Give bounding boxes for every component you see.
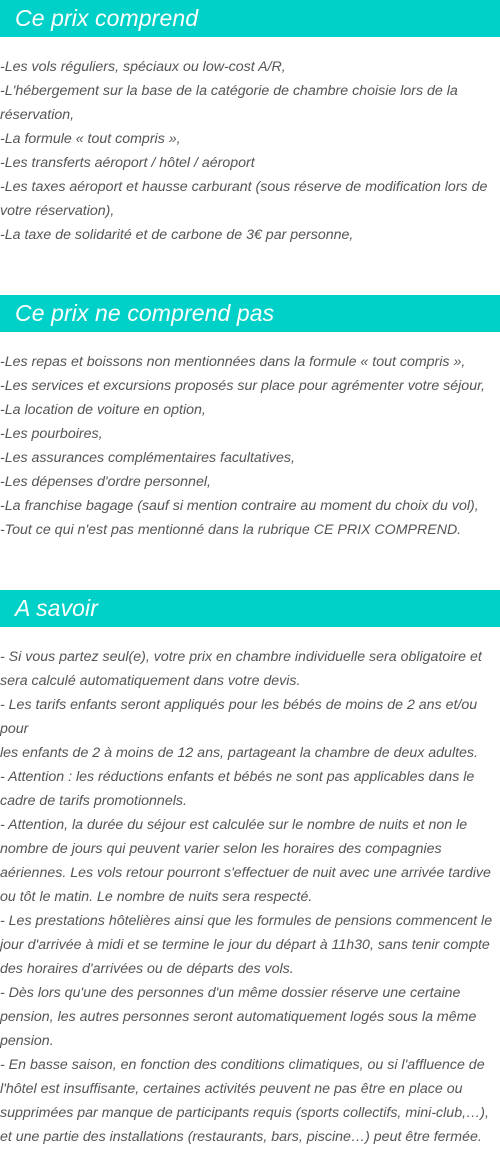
list-item: - Attention, la durée du séjour est calculée sur le nombre de nuits et non le — [0, 817, 468, 833]
section-a-savoir — [0, 590, 500, 1149]
list-item: -La formule « tout compris », — [0, 131, 181, 147]
list-item: supprimées par manque de participants requis (sports collectifs, mini-club,…), — [0, 1105, 489, 1121]
section-ce-prix-ne-comprend-pas — [0, 295, 500, 542]
list-item: aériennes. Les vols retour pourront s'effectuer de nuit avec une arrivée tardive — [0, 865, 491, 881]
section-title: A savoir — [15, 595, 99, 621]
list-item: et une partie des installations (restaurants, bars, piscine…) peut être fermée. — [0, 1129, 482, 1145]
list-item: votre réservation), — [0, 203, 115, 219]
section-title: Ce prix ne comprend pas — [15, 300, 275, 326]
list-item: des horaires d'arrivées ou de départs des vols. — [0, 961, 294, 977]
list-item: cadre de tarifs promotionnels. — [0, 793, 187, 809]
list-item: -La location de voiture en option, — [0, 402, 206, 418]
list-item: pension. — [0, 1033, 54, 1049]
list-item: -La taxe de solidarité et de carbone de 3€ par personne, — [0, 227, 354, 243]
list-item: -Les repas et boissons non mentionnées dans la formule « tout compris », — [0, 354, 466, 370]
list-item: sera calculé automatiquement dans votre devis. — [0, 673, 301, 689]
list-item: -Les services et excursions proposés sur place pour agrémenter votre séjour, — [0, 378, 485, 394]
list-item: - Attention : les réductions enfants et bébés ne sont pas applicables dans le — [0, 769, 475, 785]
list-item: réservation, — [0, 107, 75, 123]
section-body — [0, 627, 500, 1149]
section-body — [0, 332, 500, 542]
list-item: jour d'arrivée à midi et se termine le jour du départ à 11h30, sans tenir compte — [0, 937, 490, 953]
section-title: Ce prix comprend — [15, 5, 199, 31]
list-item: -L'hébergement sur la base de la catégorie de chambre choisie lors de la — [0, 83, 458, 99]
list-item: l'hôtel est insuffisante, certaines activités peuvent ne pas être en place ou — [0, 1081, 463, 1097]
list-item: -Les dépenses d'ordre personnel, — [0, 474, 211, 490]
section-header — [0, 590, 500, 627]
list-item: -Les pourboires, — [0, 426, 103, 442]
list-item: -Les transferts aéroport / hôtel / aéroport — [0, 155, 255, 171]
list-item: -Les taxes aéroport et hausse carburant (sous réserve de modification lors de — [0, 179, 488, 195]
list-item: - Les prestations hôtelières ainsi que les formules de pensions commencent le — [0, 913, 493, 929]
list-item: -La franchise bagage (sauf si mention contraire au moment du choix du vol), — [0, 498, 479, 514]
list-item: -Les assurances complémentaires facultatives, — [0, 450, 295, 466]
section-body — [0, 37, 500, 247]
list-item: -Tout ce qui n'est pas mentionné dans la rubrique CE PRIX COMPREND. — [0, 522, 462, 538]
section-ce-prix-comprend — [0, 0, 500, 247]
list-item: - Les tarifs enfants seront appliqués pour les bébés de moins de 2 ans et/ou pour — [0, 697, 478, 737]
list-item: - Dès lors qu'une des personnes d'un même dossier réserve une certaine — [0, 985, 461, 1001]
list-item: - Si vous partez seul(e), votre prix en chambre individuelle sera obligatoire et — [0, 649, 482, 665]
list-item: - En basse saison, en fonction des conditions climatiques, ou si l'affluence de — [0, 1057, 485, 1073]
section-header — [0, 295, 500, 332]
list-item: pension, les autres personnes seront automatiquement logés sous la même — [0, 1009, 477, 1025]
list-item: -Les vols réguliers, spéciaux ou low-cost A/R, — [0, 59, 286, 75]
list-item: ou tôt le matin. Le nombre de nuits sera respecté. — [0, 889, 313, 905]
list-item: les enfants de 2 à moins de 12 ans, partageant la chambre de deux adultes. — [0, 745, 478, 761]
section-header — [0, 0, 500, 37]
list-item: nombre de jours qui peuvent varier selon les horaires des compagnies — [0, 841, 442, 857]
